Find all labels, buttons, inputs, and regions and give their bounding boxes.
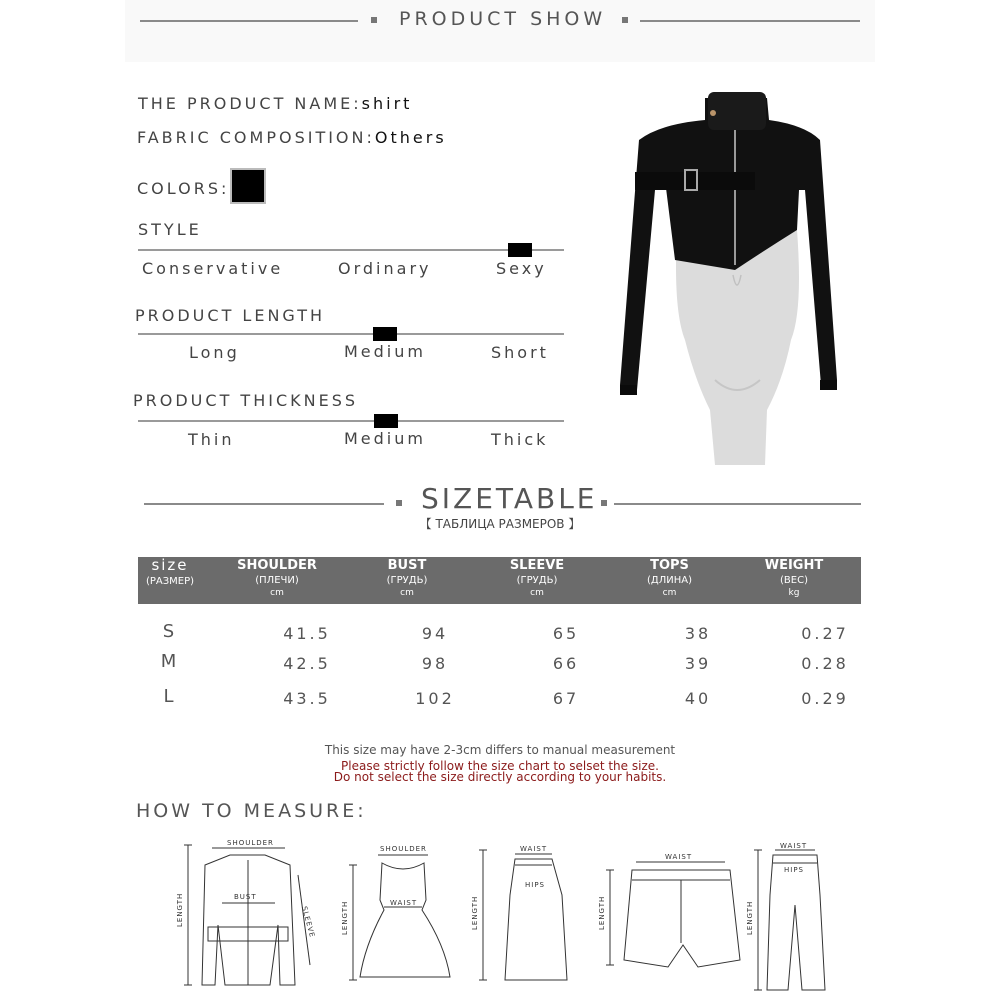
divider [640,20,860,22]
thickness-scale [138,420,564,422]
column-name: SLEEVE [509,558,565,573]
color-swatch[interactable] [230,168,266,204]
thickness-option: Medium [344,429,426,448]
thickness-marker [374,414,398,428]
thickness-option: Thick [491,430,549,449]
note-habits: Do not select the size directly according to your habits. [333,770,667,784]
note-follow-chart: Please strictly follow the size chart to selset the size. [341,759,659,773]
colors-label: COLORS: [137,179,230,198]
column-unit: cm [270,588,284,598]
table-cell: 40 [684,689,712,708]
style-option: Sexy [496,259,547,278]
column-name: TOPS [650,558,689,573]
table-cell: 66 [552,654,580,673]
divider-dot [371,17,377,23]
thickness-option: Thin [188,430,235,449]
style-scale [138,249,564,251]
column-ru: (ВЕС) [780,575,808,586]
label-length-dress: LENGTH [341,900,349,935]
product-name-value: shirt [361,94,413,113]
label-length-shorts: LENGTH [598,895,606,930]
label-waist-shorts: WAIST [665,853,693,861]
length-label: PRODUCT LENGTH [135,306,326,325]
table-cell: 38 [684,624,712,643]
size-cell: L [163,686,177,707]
divider-dot [601,500,607,506]
column-unit: cm [530,588,544,598]
column-name: WEIGHT [764,558,824,573]
product-name-label: THE PRODUCT NAME: [138,94,362,113]
length-option: Short [491,343,549,362]
style-option: Ordinary [338,259,432,278]
divider [614,503,861,505]
column-unit: cm [662,588,677,598]
length-scale [138,333,564,335]
column-name: SHOULDER [237,558,317,573]
jacket-diagram [184,845,310,985]
size-cell: S [162,621,178,642]
divider-dot [622,17,628,23]
column-ru: (ГРУДЬ) [516,575,558,586]
table-cell: 98 [421,654,449,673]
label-length-pants: LENGTH [746,900,754,935]
label-shoulder-dress: SHOULDER [380,845,427,853]
table-cell: 102 [415,689,455,708]
sizetable-title: SIZETABLE [421,482,598,515]
table-cell: 42.5 [283,654,331,673]
length-option: Long [189,343,240,362]
label-hips-pants: HIPS [784,866,804,874]
column-unit: kg [788,588,800,598]
column-header [462,557,612,604]
label-waist-skirt: WAIST [520,845,548,853]
column-header [352,557,462,604]
column-ru: (ПЛЕЧИ) [255,575,299,586]
table-cell: 39 [684,654,712,673]
table-cell: 0.28 [801,654,849,673]
length-option: Medium [344,342,426,361]
sizetable-subtitle: 【 ТАБЛИЦА РАЗМЕРОВ 】 [419,517,581,531]
shorts-diagram [606,862,740,967]
fabric-label: FABRIC COMPOSITION: [137,128,375,147]
section-title: PRODUCT SHOW [399,8,607,30]
label-waist-pants: WAIST [780,842,808,850]
column-name: size [151,556,189,574]
column-header [612,557,727,604]
note-measurement: This size may have 2-3cm differs to manual measurement [324,743,676,757]
column-ru: (ГРУДЬ) [386,575,428,586]
fabric-row [137,128,447,147]
column-header [138,557,202,604]
column-name: BUST [387,558,427,573]
table-cell: 41.5 [283,624,331,643]
length-marker [373,327,397,341]
divider [144,503,384,505]
divider-dot [396,500,402,506]
table-cell: 94 [421,624,449,643]
size-table-header [138,557,861,604]
label-sleeve: SLEEVE [300,905,317,939]
measure-diagrams [170,835,850,995]
label-waist-dress: WAIST [390,899,418,907]
table-cell: 43.5 [283,689,331,708]
table-cell: 0.29 [801,689,849,708]
dress-diagram [349,855,450,980]
size-table [138,557,861,604]
column-unit: cm [400,588,414,598]
label-length-skirt: LENGTH [471,895,479,930]
style-option: Conservative [142,259,284,278]
column-ru: (РАЗМЕР) [145,576,195,587]
column-header [727,557,861,604]
fabric-value: Others [374,128,447,147]
product-photo [615,80,845,465]
table-cell: 65 [552,624,580,643]
table-cell: 0.27 [801,624,849,643]
skirt-diagram [479,850,567,980]
size-cell: M [160,651,180,672]
product-name-row [138,94,412,113]
how-to-measure-title: HOW TO MEASURE: [136,800,367,822]
column-header [202,557,352,604]
column-ru: (ДЛИНА) [647,575,692,586]
style-label: STYLE [138,220,202,239]
label-shoulder: SHOULDER [227,839,274,847]
label-bust: BUST [234,893,257,901]
style-marker [508,243,532,257]
label-hips-skirt: HIPS [525,881,545,889]
label-length: LENGTH [176,892,184,927]
table-cell: 67 [552,689,580,708]
divider [140,20,358,22]
thickness-label: PRODUCT THICKNESS [133,391,358,410]
